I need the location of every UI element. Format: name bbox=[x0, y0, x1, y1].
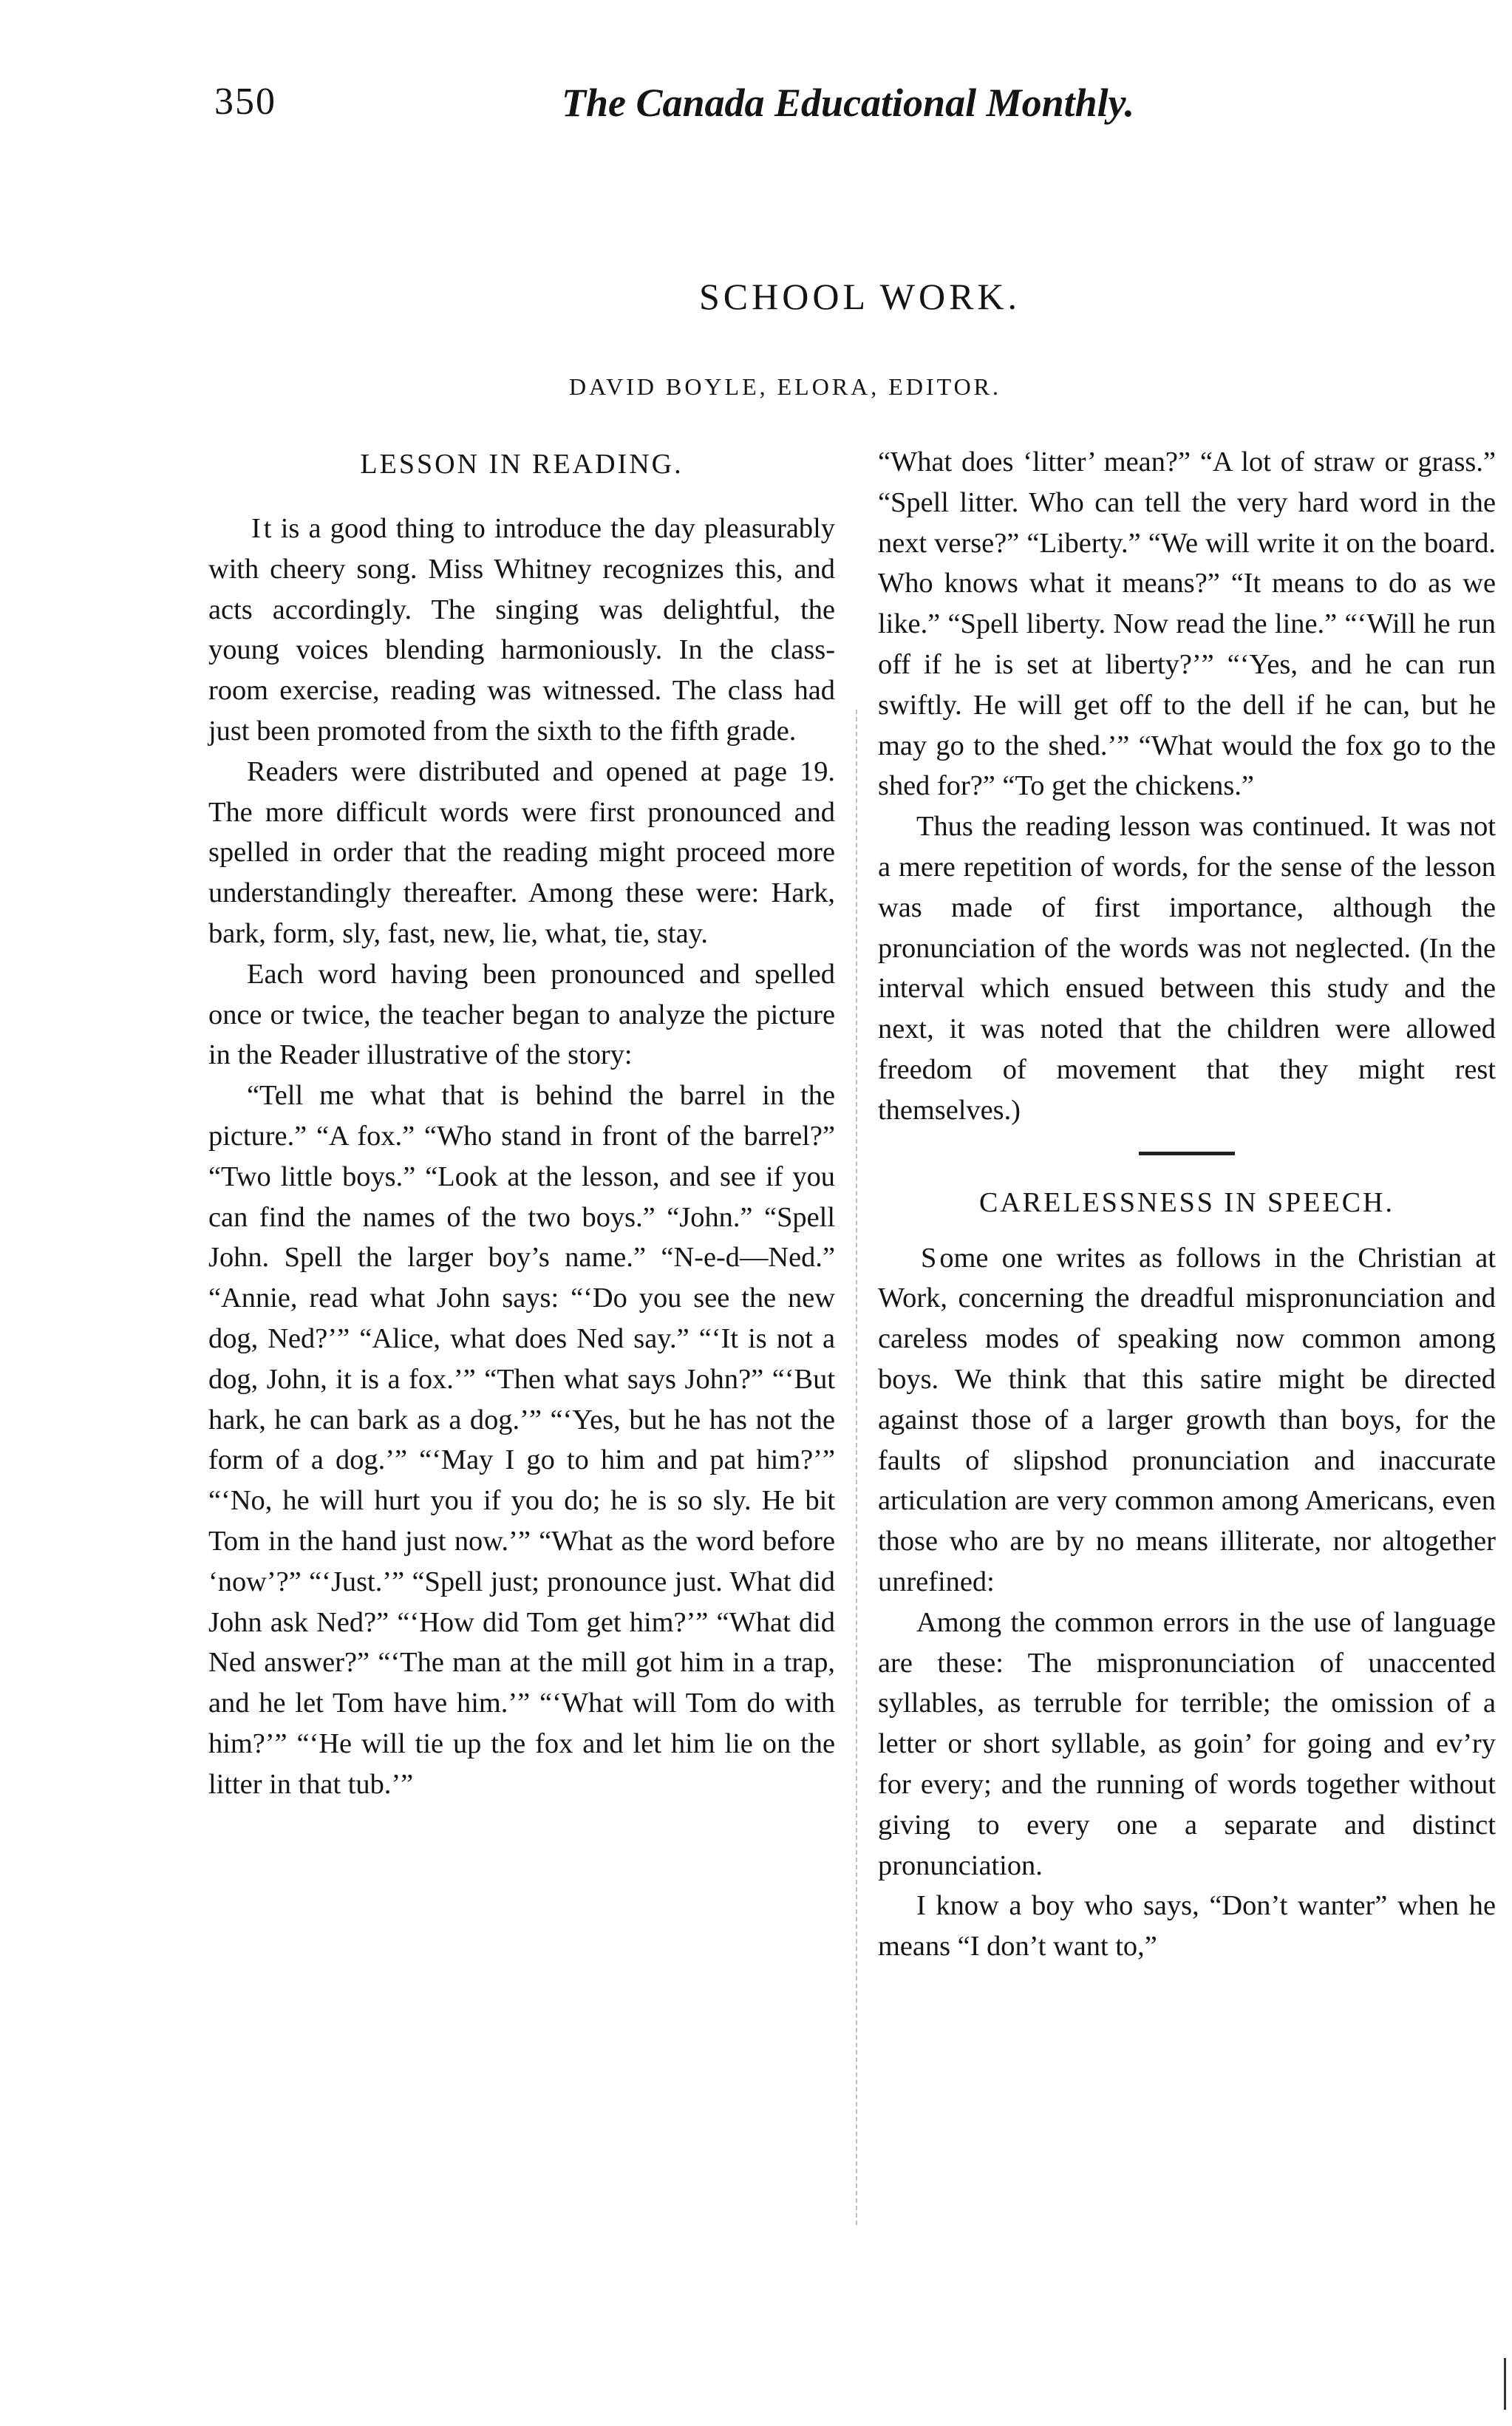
paragraph: Among the common errors in the use of language are these: The mispronunciation of unaccented syllables, as terruble for terrible; the omission of a letter or short syllable, as goin’ for going and ev’ry for every; and the running of words together without giving to every one a separate and distinct pronunciation. bbox=[878, 1606, 1496, 1881]
journal-title: The Canada Educational Monthly. bbox=[562, 81, 1135, 125]
paragraph: Thus the reading lesson was continued. It was not a mere repetition of words, for the sense of the lesson was made of first importance, although the pronunciation of the words was not neglected. (In the interval which ensued between this study and the next, it was noted that the children were allowed freedom of movement that they might rest themselves.) bbox=[878, 811, 1496, 1126]
page-edge-mark bbox=[1504, 2358, 1506, 2410]
article-divider bbox=[1139, 1152, 1235, 1155]
editor-line: DAVID BOYLE, ELORA, EDITOR. bbox=[569, 373, 1002, 400]
paragraph: “Tell me what that is behind the barrel in the picture.” “A fox.” “Who stand in front of the barrel?” “Two little boys.” “Look at the lesson, and see if you can find the names of the two boys.” “John.” “Spell John. Spell the larger boy’s name.” “N-e-d—Ned.” “Annie, read what John says: “‘Do you see the new dog, Ned?’” “Alice, what does Ned say.” “‘It is not a dog, John, it is a fox.’” “Then what says John?” “‘But hark, he can bark as a dog.’” “‘Yes, but he has not the form of a dog.’” “‘May I go to him and pat him?’” “‘No, he will hurt you if you do; he is so sly. He bit Tom in the hand just now.’” “What as the word before ‘now’?” “‘Just.’” “Spell just; pronounce just. What did John ask Ned?” “‘How did Tom get him?’” “What did Ned answer?” “‘The man at the mill got him in a trap, and he let Tom have him.’” “‘What will Tom do with him?’” “‘He will tie up the fox and let him lie on the litter in that tub.’” bbox=[208, 1080, 835, 1800]
paragraph: “What does ‘litter’ mean?” “A lot of straw or grass.” “Spell litter. Who can tell the very hard word in the next verse?” “Liberty.” “We will write it on the board. Who knows what it means?” “It means to do as we like.” “Spell liberty. Now read the line.” “‘Will he run off if he is set at liberty?’” “‘Yes, and he can run swiftly. He will get off to the dell if he can, but he may go to the shed.’” “What would the fox go to the shed for?” “To get the chickens.” bbox=[878, 446, 1496, 802]
article-title-lesson-in-reading: LESSON IN READING. bbox=[360, 449, 684, 480]
article-title-carelessness-in-speech: CARELESSNESS IN SPEECH. bbox=[978, 1186, 1395, 1218]
running-header bbox=[214, 80, 1335, 139]
page-number: 350 bbox=[214, 81, 276, 123]
left-column bbox=[208, 442, 835, 1805]
paragraph: Readers were distributed and opened at page 19. The more difficult words were first pronounced and spelled in order that the reading might proceed more understandingly thereafter. Among these were: Hark, bark, form, sly, fast, new, lie, what, tie, stay. bbox=[208, 755, 835, 949]
paragraph: Each word having been pronounced and spelled once or twice, the teacher began to analyze the picture in the Reader illustrative of the story: bbox=[208, 958, 835, 1071]
section-title: SCHOOL WORK. bbox=[699, 276, 1021, 317]
paragraph: Some one writes as follows in the Christian at Work, concerning the dreadful mispronunciation and careless modes of speaking now common among boys. We think that this satire might be directed against those of a larger growth than boys, for the faults of slipshod pronunciation and inaccurate articulation are very common among Americans, even those who are by no means illiterate, nor altogether unrefined: bbox=[878, 1242, 1496, 1597]
column-rule bbox=[856, 710, 859, 2225]
right-column bbox=[878, 442, 1496, 1967]
paragraph: I know a boy who says, “Don’t wanter” when he means “I don’t want to,” bbox=[878, 1890, 1496, 1963]
paragraph: It is a good thing to introduce the day pleasurably with cheery song. Miss Whitney recognizes this, and acts accordingly. The singing was delightful, the young voices blending harmoniously. In the class-room exercise, reading was witnessed. The class had just been promoted from the sixth to the fifth grade. bbox=[208, 513, 835, 747]
